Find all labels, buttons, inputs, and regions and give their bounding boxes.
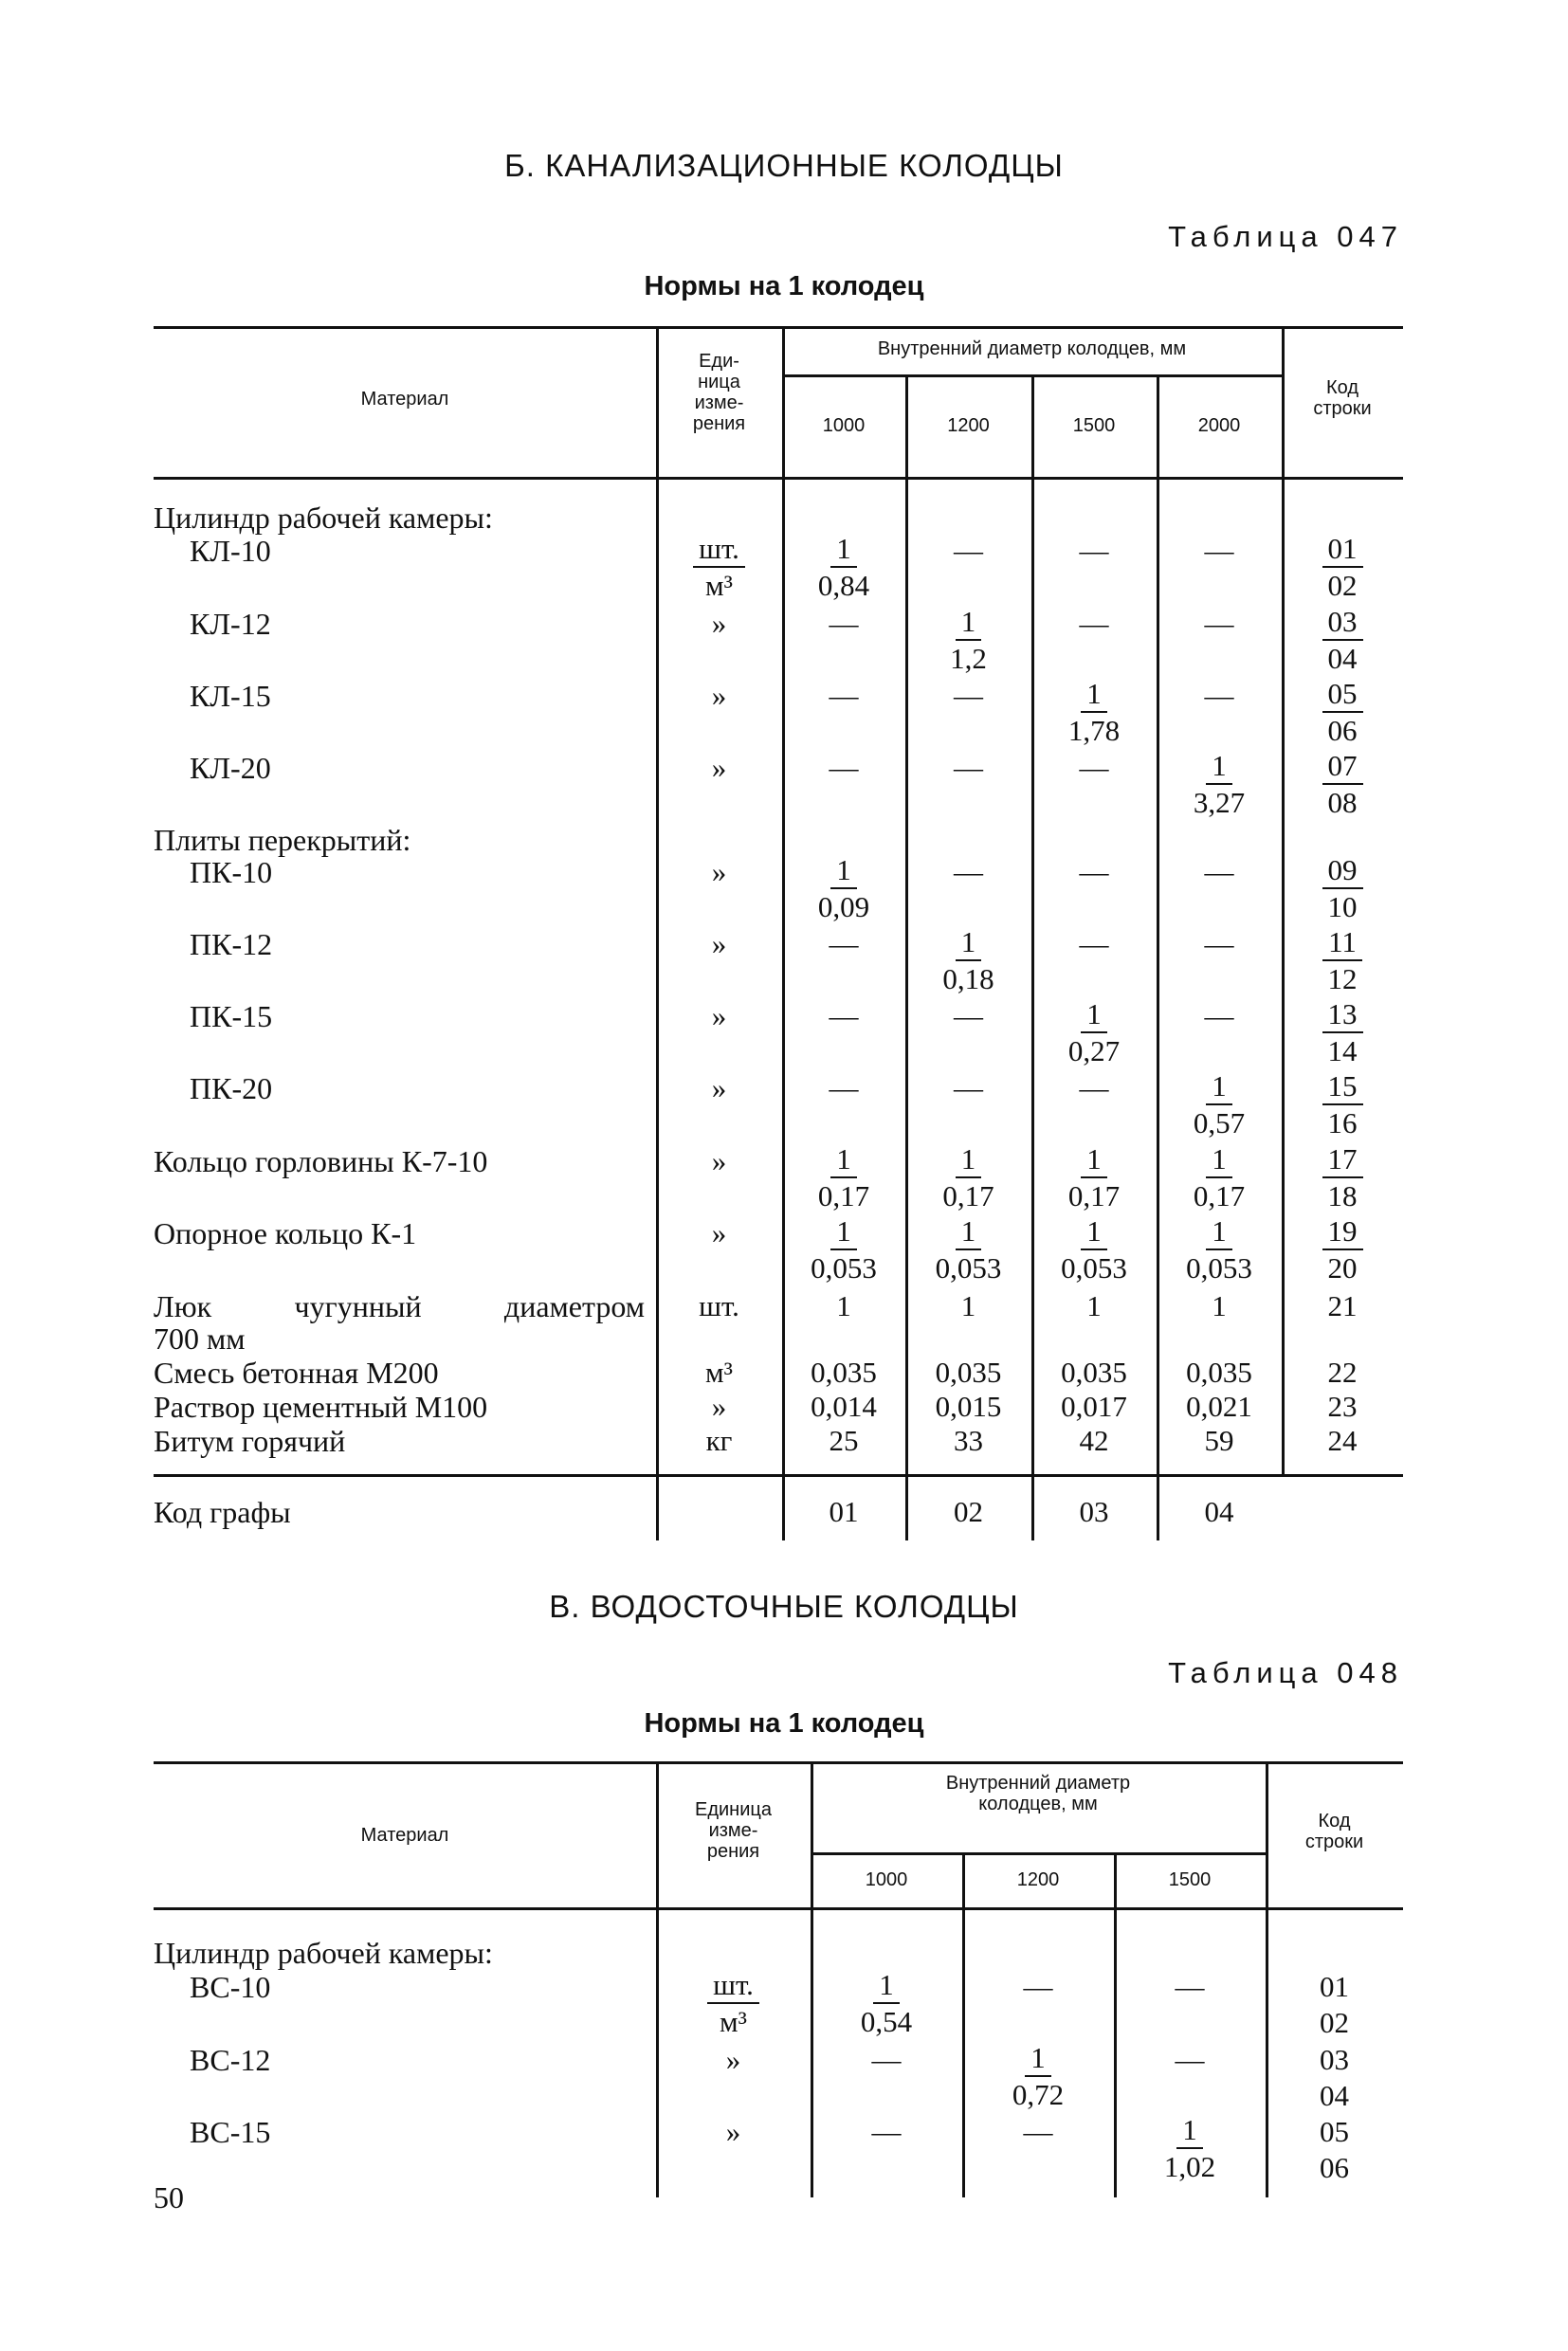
denominator: 18 xyxy=(1327,1179,1358,1212)
fraction xyxy=(942,1142,994,1214)
fraction xyxy=(1068,1142,1120,1214)
numerator: 11 xyxy=(1322,925,1362,961)
fraction xyxy=(1322,1069,1363,1141)
value-dash: — xyxy=(954,751,983,784)
numerator: шт. xyxy=(707,1968,759,2004)
value-fraction xyxy=(1031,677,1157,749)
row-code: 24 xyxy=(1327,1424,1358,1457)
unit-cell: » xyxy=(711,1216,727,1249)
unit-cell: » xyxy=(711,607,727,640)
value-fraction xyxy=(782,1142,905,1214)
column-code: 02 xyxy=(954,1495,983,1528)
fraction xyxy=(950,605,987,677)
table-top-rule xyxy=(154,326,1403,329)
denominator: 0,09 xyxy=(817,890,870,923)
numerator: 1 xyxy=(1206,1069,1232,1105)
denominator: м³ xyxy=(720,2005,747,2038)
header-bottom-rule xyxy=(154,477,1403,480)
denominator: 20 xyxy=(1327,1251,1358,1285)
denominator: 10 xyxy=(1327,890,1358,923)
numerator: 1 xyxy=(873,1968,900,2004)
header-material: Материал xyxy=(360,389,449,410)
value-dash: — xyxy=(1204,855,1234,888)
numerator: шт. xyxy=(693,532,745,568)
row-name-7: ПК-15 xyxy=(190,999,273,1033)
section-v-title: В. ВОДОСТОЧНЫЕ КОЛОДЦЫ xyxy=(549,1589,1019,1624)
table-047-label: Таблица 047 xyxy=(1168,220,1403,253)
numerator: 1 xyxy=(956,925,982,961)
header-diameter-1500: 1500 xyxy=(1072,415,1116,436)
row-name-6: ПК-12 xyxy=(190,927,273,961)
denominator: 0,053 xyxy=(811,1251,877,1285)
numerator: 1 xyxy=(956,605,982,641)
value-dash: — xyxy=(1204,927,1234,960)
header-diameter-1000: 1000 xyxy=(822,415,866,436)
unit-cell: » xyxy=(725,2043,741,2076)
row-code: 03 xyxy=(1320,2043,1349,2076)
unit-cell: кг xyxy=(705,1424,733,1457)
norms-title-047: Нормы на 1 колодец xyxy=(644,271,924,301)
header-diameter: Внутренний диаметр колодцев, мм xyxy=(945,1773,1131,1814)
group-label-cylinder: Цилиндр рабочей камеры: xyxy=(154,1936,493,1970)
value-dash: — xyxy=(1079,1071,1109,1104)
denominator: 0,17 xyxy=(942,1179,994,1212)
row-code: 05 xyxy=(1320,2115,1349,2148)
row-name-3: ВС-15 xyxy=(190,2115,271,2149)
row-code: 23 xyxy=(1327,1390,1358,1423)
header-diameter-1200: 1200 xyxy=(1016,1869,1060,1890)
table-048-label: Таблица 048 xyxy=(1168,1656,1403,1689)
value-fraction xyxy=(782,853,905,925)
value-dash: — xyxy=(1023,1970,1053,2003)
denominator: 06 xyxy=(1327,714,1358,747)
denominator: 0,84 xyxy=(817,569,870,602)
denominator: 08 xyxy=(1327,786,1358,819)
denominator: 1,02 xyxy=(1163,2150,1216,2183)
row-code: 22 xyxy=(1327,1356,1358,1389)
unit-cell: » xyxy=(711,1071,727,1104)
value-dash: — xyxy=(829,927,859,960)
row-name-plain: Битум горячий xyxy=(154,1424,346,1458)
unit-fraction xyxy=(656,532,782,604)
fraction xyxy=(942,925,994,997)
value-fraction xyxy=(905,1214,1031,1286)
denominator: 0,57 xyxy=(1193,1106,1246,1139)
value-dash: — xyxy=(954,679,983,712)
row-name-10: Опорное кольцо К-1 xyxy=(154,1216,417,1250)
row-code xyxy=(1282,1142,1403,1214)
row-name-4: КЛ-20 xyxy=(190,751,271,785)
value-fraction xyxy=(905,605,1031,677)
fraction xyxy=(1194,1142,1245,1214)
fraction xyxy=(1061,1214,1127,1286)
footer-label: Код графы xyxy=(154,1495,291,1529)
value-fraction xyxy=(905,925,1031,997)
numerator: 1 xyxy=(1025,2041,1051,2077)
header-diameter-1200: 1200 xyxy=(947,415,990,436)
page-number: 50 xyxy=(154,2180,184,2214)
row-code: 06 xyxy=(1320,2151,1349,2184)
fraction xyxy=(693,532,745,604)
value-cell: 0,035 xyxy=(935,1356,1002,1389)
header-unit: Единица изме- рения xyxy=(695,1799,772,1862)
denominator: 12 xyxy=(1327,962,1358,995)
row-code xyxy=(1282,532,1403,604)
value-dash: — xyxy=(1204,534,1234,567)
numerator: 01 xyxy=(1322,532,1363,568)
fraction xyxy=(818,532,869,604)
value-dash: — xyxy=(1079,751,1109,784)
numerator: 1 xyxy=(1081,677,1107,713)
row-code: 04 xyxy=(1320,2079,1349,2112)
unit-cell: » xyxy=(711,1144,727,1177)
section-b-title: Б. КАНАЛИЗАЦИОННЫЕ КОЛОДЦЫ xyxy=(504,148,1064,183)
value-cell: 0,035 xyxy=(1186,1356,1252,1389)
value-cell: 0,035 xyxy=(811,1356,877,1389)
denominator: 1,2 xyxy=(950,642,987,675)
unit-cell: м³ xyxy=(705,1356,733,1389)
numerator: 17 xyxy=(1322,1142,1363,1178)
numerator: 1 xyxy=(830,1142,857,1178)
value-dash: — xyxy=(871,2115,902,2148)
row-code xyxy=(1282,749,1403,821)
value-dash: — xyxy=(1023,2115,1053,2148)
denominator: 04 xyxy=(1327,642,1358,675)
value-cell: 0,017 xyxy=(1061,1390,1127,1423)
numerator: 1 xyxy=(1081,997,1107,1033)
row-code: 01 xyxy=(1320,1970,1349,2003)
numerator: 19 xyxy=(1322,1214,1363,1250)
numerator: 1 xyxy=(830,1214,857,1250)
header-diameter-1000: 1000 xyxy=(865,1869,908,1890)
denominator: 0,18 xyxy=(942,962,994,995)
row-code xyxy=(1282,1214,1403,1286)
column-code: 04 xyxy=(1204,1495,1234,1528)
fraction xyxy=(818,1142,869,1214)
value-dash: — xyxy=(829,1071,859,1104)
unit-cell: шт. xyxy=(699,1289,739,1322)
unit-cell: » xyxy=(711,999,727,1032)
unit-fraction xyxy=(656,1968,811,2040)
value-fraction xyxy=(1031,997,1157,1069)
value-dash: — xyxy=(1079,927,1109,960)
value-fraction xyxy=(1157,1142,1282,1214)
footer-top-rule xyxy=(154,1474,1403,1477)
denominator: 0,053 xyxy=(1061,1251,1127,1285)
numerator: 15 xyxy=(1322,1069,1363,1105)
value-cell: 0,035 xyxy=(1061,1356,1127,1389)
value-cell: 25 xyxy=(829,1424,859,1457)
fraction xyxy=(1322,749,1363,821)
numerator: 1 xyxy=(1176,2113,1203,2149)
value-fraction xyxy=(1157,1214,1282,1286)
header-bottom-rule xyxy=(154,1907,1403,1910)
value-fraction xyxy=(811,1968,962,2040)
row-name-1: КЛ-10 xyxy=(190,534,271,568)
row-name-2: ВС-12 xyxy=(190,2043,271,2077)
numerator: 1 xyxy=(830,532,857,568)
fraction xyxy=(1322,925,1362,997)
row-name-plain: Раствор цементный М100 xyxy=(154,1390,488,1424)
unit-cell: » xyxy=(711,1390,727,1423)
numerator: 1 xyxy=(830,853,857,889)
table-top-rule xyxy=(154,1761,1403,1764)
value-cell: 1 xyxy=(836,1289,851,1322)
row-name-hatch-line2: 700 мм xyxy=(154,1321,246,1356)
value-fraction xyxy=(1031,1142,1157,1214)
fraction xyxy=(1012,2041,1064,2113)
value-cell: 42 xyxy=(1079,1424,1109,1457)
row-name-8: ПК-20 xyxy=(190,1071,273,1105)
denominator: 02 xyxy=(1327,569,1358,602)
row-name-hatch: Люк чугунный диаметром xyxy=(154,1289,645,1323)
fraction xyxy=(936,1214,1002,1286)
unit-cell: » xyxy=(725,2115,741,2148)
value-fraction xyxy=(1114,2113,1266,2185)
header-unit: Еди- ница изме- рения xyxy=(692,351,746,434)
value-cell: 0,015 xyxy=(935,1390,1002,1423)
header-diameter-1500: 1500 xyxy=(1168,1869,1212,1890)
value-fraction xyxy=(962,2041,1114,2113)
value-dash: — xyxy=(954,855,983,888)
denominator: 0,54 xyxy=(860,2005,913,2038)
value-cell: 1 xyxy=(1212,1289,1227,1322)
numerator: 1 xyxy=(1206,1142,1232,1178)
value-dash: — xyxy=(954,999,983,1032)
unit-cell: » xyxy=(711,855,727,888)
fraction xyxy=(1164,2113,1215,2185)
fraction xyxy=(1322,1214,1363,1286)
row-name-plain: Смесь бетонная М200 xyxy=(154,1356,439,1390)
value-cell: 1 xyxy=(1086,1289,1102,1322)
denominator: 1,78 xyxy=(1067,714,1121,747)
value-dash: — xyxy=(829,679,859,712)
numerator: 1 xyxy=(956,1214,982,1250)
value-dash: — xyxy=(1079,607,1109,640)
value-fraction xyxy=(905,1142,1031,1214)
value-cell: 0,014 xyxy=(811,1390,877,1423)
denominator: 0,72 xyxy=(1012,2078,1065,2111)
denominator: 14 xyxy=(1327,1034,1358,1067)
numerator: 03 xyxy=(1322,605,1363,641)
fraction xyxy=(1186,1214,1252,1286)
fraction xyxy=(1322,1142,1363,1214)
header-diameter: Внутренний диаметр колодцев, мм xyxy=(877,338,1187,359)
row-name-3: КЛ-15 xyxy=(190,679,271,713)
numerator: 13 xyxy=(1322,997,1363,1033)
value-cell: 0,021 xyxy=(1186,1390,1252,1423)
denominator: 0,17 xyxy=(1193,1179,1246,1212)
header-code: Код строки xyxy=(1304,1811,1364,1852)
unit-cell: » xyxy=(711,927,727,960)
fraction xyxy=(707,1968,759,2040)
numerator: 1 xyxy=(956,1142,982,1178)
norms-title-048: Нормы на 1 колодец xyxy=(644,1708,924,1739)
row-name-5: ПК-10 xyxy=(190,855,273,889)
numerator: 09 xyxy=(1322,853,1363,889)
value-fraction xyxy=(1031,1214,1157,1286)
fraction xyxy=(1194,749,1245,821)
value-dash: — xyxy=(829,607,859,640)
denominator: 0,17 xyxy=(817,1179,870,1212)
value-dash: — xyxy=(954,534,983,567)
value-dash: — xyxy=(1175,1970,1205,2003)
denominator: 0,27 xyxy=(1067,1034,1121,1067)
row-code: 02 xyxy=(1320,2006,1349,2039)
column-code: 01 xyxy=(829,1495,859,1528)
row-code xyxy=(1282,677,1403,749)
row-name-1: ВС-10 xyxy=(190,1970,271,2004)
value-cell: 33 xyxy=(954,1424,983,1457)
value-cell: 59 xyxy=(1204,1424,1234,1457)
fraction xyxy=(811,1214,877,1286)
value-dash: — xyxy=(1204,679,1234,712)
row-code xyxy=(1282,853,1403,925)
value-fraction xyxy=(1157,749,1282,821)
numerator: 05 xyxy=(1322,677,1363,713)
fraction xyxy=(1322,853,1363,925)
fraction xyxy=(861,1968,912,2040)
denominator: 3,27 xyxy=(1193,786,1246,819)
value-dash: — xyxy=(1175,2043,1205,2076)
fraction xyxy=(1322,997,1363,1069)
unit-cell: » xyxy=(711,751,727,784)
value-fraction xyxy=(1157,1069,1282,1141)
fraction xyxy=(1322,532,1363,604)
fraction xyxy=(818,853,869,925)
group-label-cylinder: Цилиндр рабочей камеры: xyxy=(154,501,493,535)
value-dash: — xyxy=(829,751,859,784)
value-dash: — xyxy=(871,2043,902,2076)
value-dash: — xyxy=(1079,855,1109,888)
row-name-9: Кольцо горловины К-7-10 xyxy=(154,1144,488,1178)
denominator: 16 xyxy=(1327,1106,1358,1139)
numerator: 1 xyxy=(1206,1214,1232,1250)
value-fraction xyxy=(782,1214,905,1286)
numerator: 1 xyxy=(1081,1214,1107,1250)
group-label-plates: Плиты перекрытий: xyxy=(154,823,411,857)
diameter-subheader-rule xyxy=(811,1852,1266,1855)
denominator: 0,17 xyxy=(1067,1179,1121,1212)
value-fraction xyxy=(782,532,905,604)
row-code: 21 xyxy=(1327,1289,1358,1322)
value-dash: — xyxy=(954,1071,983,1104)
row-code xyxy=(1282,925,1403,997)
numerator: 1 xyxy=(1206,749,1232,785)
fraction xyxy=(1068,997,1120,1069)
value-cell: 1 xyxy=(960,1289,976,1322)
row-code xyxy=(1282,605,1403,677)
value-dash: — xyxy=(829,999,859,1032)
value-dash: — xyxy=(1079,534,1109,567)
row-name-2: КЛ-12 xyxy=(190,607,271,641)
header-material: Материал xyxy=(360,1825,449,1846)
fraction xyxy=(1068,677,1120,749)
denominator: м³ xyxy=(705,569,733,602)
value-dash: — xyxy=(1204,607,1234,640)
unit-cell: » xyxy=(711,679,727,712)
numerator: 07 xyxy=(1322,749,1363,785)
row-code xyxy=(1282,1069,1403,1141)
column-code: 03 xyxy=(1079,1495,1109,1528)
header-code: Код строки xyxy=(1313,377,1372,419)
header-diameter-2000: 2000 xyxy=(1197,415,1241,436)
denominator: 0,053 xyxy=(1186,1251,1252,1285)
numerator: 1 xyxy=(1081,1142,1107,1178)
fraction xyxy=(1322,605,1363,677)
fraction xyxy=(1322,677,1363,749)
row-code xyxy=(1282,997,1403,1069)
denominator: 0,053 xyxy=(935,1251,1002,1285)
value-dash: — xyxy=(1204,999,1234,1032)
fraction xyxy=(1194,1069,1245,1141)
